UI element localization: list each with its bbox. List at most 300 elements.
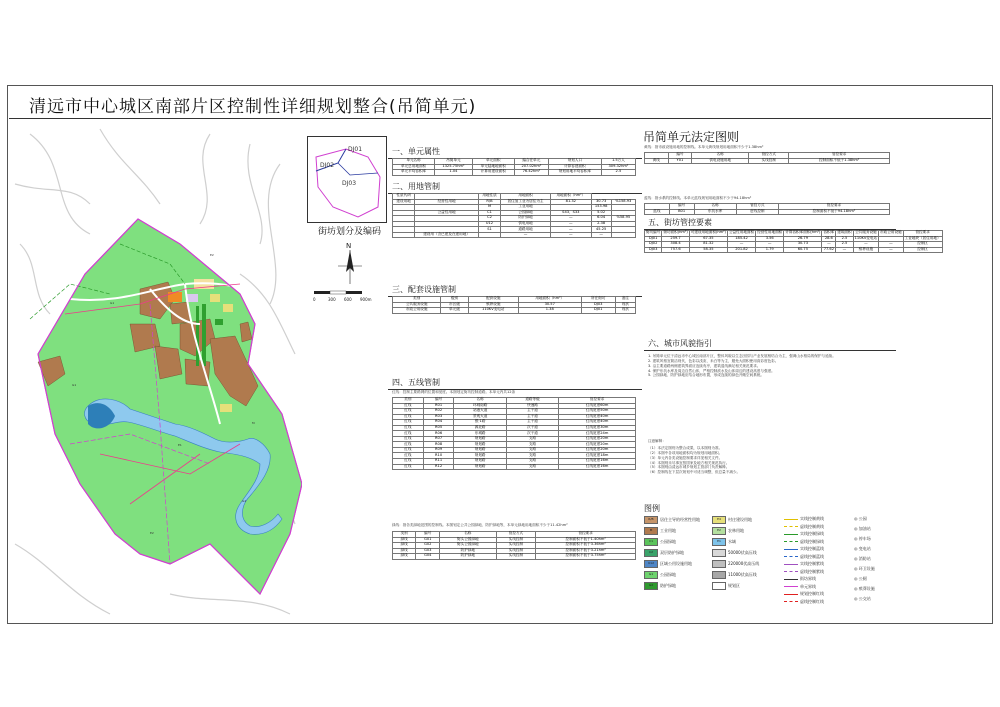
redline-cell: 红线宽度50m: [559, 409, 636, 415]
scale-label-900: 900m: [360, 297, 372, 302]
legend-label: 50000伏高压线: [728, 550, 757, 555]
legend-symbol-item: [854, 536, 871, 542]
block-control-cell: 259.7: [662, 236, 689, 242]
legend-line-swatch: [784, 519, 798, 520]
svg-text:G1: G1: [110, 301, 115, 305]
legend-item: [712, 582, 740, 590]
block-control-cell: 3.56: [756, 236, 784, 242]
legend-label: 公园绿地: [660, 539, 676, 544]
legend-swatch: G1: [644, 571, 658, 579]
unit-attr-cell: 规划人口: [548, 159, 601, 165]
legend-line-item: [784, 516, 824, 522]
land-use-cell: 公益性用地: [415, 210, 479, 216]
greenline-cell: 控制面积不低于3.75hm²: [536, 554, 636, 560]
land-use-cell: —: [550, 216, 591, 222]
greenline-cell: 绿线: [393, 537, 416, 543]
redline-cell: 规划路: [454, 442, 506, 448]
block-control-header-cell: 建筑面积: [837, 230, 852, 235]
legend-symbol-item: [854, 566, 875, 572]
legend-line-swatch: [784, 586, 798, 587]
legend-swatch: E2: [712, 527, 726, 535]
greenline-cell: G03: [416, 548, 440, 554]
unit-attr-cell: 76.42hm²: [514, 170, 548, 176]
land-use-cell: 防护绿地: [501, 216, 551, 222]
yellowline-row: [645, 158, 890, 164]
yellowline-note: 黄线：指市政设施用地的控制线。本单元黄线规划用地面积不少于1.38hm²: [644, 145, 764, 149]
legend-label: 规划区: [728, 583, 740, 588]
land-use-cell: [611, 232, 635, 238]
land-use-cell: %58.95: [611, 216, 635, 222]
legend-line-item: [784, 584, 816, 590]
yellowline-cell: 黄线: [645, 158, 669, 164]
scale-label-0: 0: [313, 297, 316, 302]
legend-line-swatch: [784, 564, 798, 565]
legend-line-swatch: [784, 534, 798, 535]
unit-attr-cell: 单元名称: [393, 159, 435, 165]
land-use-cell: 建设用地: [393, 199, 415, 205]
land-use-cell: 81.32: [550, 199, 591, 205]
facility-header-cell: 所在街坊: [581, 297, 615, 303]
block-control-cell: 殡葬设施: [853, 247, 878, 253]
legend-line-item: [784, 591, 824, 597]
facilities-table: [392, 296, 636, 314]
legend-line-swatch: [784, 549, 798, 550]
section-heading: 三、配套设施管制: [388, 284, 642, 297]
legend-line-item: [784, 546, 824, 552]
legend-symbol-icon: ◎: [854, 596, 859, 601]
greenline-cell: 实线控制: [496, 554, 536, 560]
greenline-cell: 防护绿地: [440, 554, 496, 560]
legend-swatch: R/B: [644, 516, 658, 524]
redline-cell: 红线宽度16m: [559, 459, 636, 465]
land-use-cell: C2: [478, 216, 500, 222]
explanation-heading: 注意解释：: [648, 439, 666, 443]
legend-label: 殡葬设施: [858, 586, 875, 591]
greenline-cell: 绿线: [393, 554, 416, 560]
redline-cell: 红线宽度20m: [559, 436, 636, 442]
greenline-table: [392, 531, 636, 560]
section-heading: 六、城市风貌指引: [644, 338, 896, 351]
redline-cell: R03: [423, 414, 454, 420]
blueline-header-cell: 管控要求: [778, 204, 889, 210]
land-use-cell: 公园绿地: [501, 210, 551, 216]
block-control-cell: —: [853, 242, 878, 248]
land-use-cell: —: [550, 232, 591, 238]
land-use-cell: 6.04: [591, 216, 611, 222]
facility-header-cell: 备注: [615, 297, 635, 303]
legend-label: 变电站: [858, 546, 871, 551]
redline-cell: R04: [423, 420, 454, 426]
legend-label: 虚线控制紫线: [800, 568, 824, 574]
land-use-table: [392, 193, 636, 238]
block-control-cell: 控制区: [903, 242, 942, 248]
legend-symbol-icon: ◎: [854, 526, 859, 531]
greenline-header-cell: 管控要求: [536, 532, 636, 538]
block-control-cell: DJ02: [645, 242, 662, 248]
yellowline-header-cell: 编号: [668, 153, 692, 159]
redline-cell: 站港大道: [454, 409, 506, 415]
redline-cell: R01: [423, 403, 454, 409]
redline-cell: 支路: [506, 464, 558, 470]
legend-label: 消防站: [858, 556, 871, 561]
redline-cell: 规划路: [454, 436, 506, 442]
unit-attr-cell: 207.02hm²: [514, 164, 548, 170]
redline-cell: 支路: [506, 447, 558, 453]
redline-cell: 支路: [506, 436, 558, 442]
legend-swatch: C2: [644, 549, 658, 557]
redline-cell: 主干道: [506, 414, 558, 420]
block-control-header-cell: 街坊面积(hm²): [663, 230, 688, 235]
redline-cell: R08: [423, 442, 454, 448]
unit-attr-cell: 规划用地平均容积率: [548, 170, 601, 176]
greenline-cell: 实线控制: [496, 537, 536, 543]
land-use-cell: [393, 232, 415, 238]
legend-label: 实线控制绿线: [800, 531, 824, 536]
explanation-line: （1）本法定图则为整合成果，以本图则为准。: [648, 446, 723, 450]
unit-attr-cell: 1325.75hm²: [435, 164, 473, 170]
legend-label: 防护绿地: [660, 583, 676, 588]
block-control-header-cell: 经营性用地面积: [757, 230, 783, 235]
facility-header-cell: 配套设施: [468, 297, 518, 303]
redline-cell: 红线: [393, 453, 424, 459]
explanation-line: （2）本图中各项用地面积均为规划用地面积。: [648, 450, 723, 455]
facility-cell: 现状: [615, 302, 635, 308]
facility-cell: 1.38: [518, 308, 581, 314]
redline-cell: 红线宽度40m: [559, 414, 636, 420]
land-use-cell: %158.93: [611, 199, 635, 205]
redline-cell: 支路: [506, 442, 558, 448]
blueline-header-cell: 编号: [669, 204, 694, 210]
blueline-row: [645, 209, 890, 215]
urban-style-line: 4. 保护东坑水库及周边自然山体，严格控制滨水及山体周边的建设高度与强度。: [648, 368, 775, 373]
redline-cell: 规划路: [454, 447, 506, 453]
legend-label: 规划控制红线: [800, 591, 824, 596]
legend-label: 11000伏高压线: [728, 572, 757, 577]
legend-label: 环卫设施: [858, 566, 875, 571]
land-use-cell: 居住加工业为居住为主: [501, 199, 551, 205]
block-control-cell: 185.42: [727, 236, 755, 242]
north-arrow-icon: [332, 240, 368, 288]
facility-cell: DJ01: [581, 308, 615, 314]
legend-line-item: [784, 531, 824, 537]
greenline-cell: 绿线: [393, 548, 416, 554]
blueline-cell: B01: [669, 209, 694, 215]
block-control-cell: —: [879, 247, 904, 253]
redline-cell: 快速路: [506, 403, 558, 409]
land-use-cell: 建设用（含已建及在建用地）: [415, 232, 479, 238]
legend-label: 居住主导的经营性用地: [660, 517, 700, 522]
redline-cell: 红线宽度16m: [559, 464, 636, 470]
block-control-cell: 26.79: [784, 236, 822, 242]
greenline-note: 绿线：指各类绿地范围的控制线。本图划定公共公园绿地、防护绿地等，本单元绿地用地面积不少于11.42hm²: [392, 523, 568, 527]
blueline-note: 蓝线：指水系的控制线。本单元蓝线规划用地面积不少于94.18hm²: [644, 196, 752, 200]
redline-cell: 红线: [393, 459, 424, 465]
svg-text:M: M: [252, 421, 255, 425]
redline-note: 红线：控制主要路网的位置和宽度。本图划定街坊控制道路。本单元内共12条: [392, 390, 516, 394]
redline-cell: 红线宽度40m: [559, 420, 636, 426]
redline-cell: 支路: [506, 453, 558, 459]
redline-cell: 次干道: [506, 431, 558, 437]
facility-row: [393, 308, 636, 314]
redline-cell: 银·1路: [454, 420, 506, 426]
redline-cell: 红线宽度20m: [559, 447, 636, 453]
block-control-header-cell: 管控要求: [903, 231, 942, 237]
greenline-cell: 实线控制: [496, 548, 536, 554]
unit-attr-cell: 计算用建设面积: [472, 170, 514, 176]
redline-cell: 东城路: [454, 431, 506, 437]
unit-attr-cell: 编合在单元: [514, 159, 548, 165]
redline-cell: 红线: [393, 436, 424, 442]
legend-swatch: M: [644, 527, 658, 535]
redline-cell: 红线: [393, 425, 424, 431]
unit-attr-cell: 吊简单元: [435, 159, 473, 165]
greenline-row: [393, 554, 636, 560]
svg-text:E2: E2: [210, 253, 214, 257]
legend-symbol-item: [854, 546, 871, 552]
block-control-cell: 77.62: [823, 246, 834, 251]
legend-label: 村庄建设用地: [728, 517, 752, 522]
block-control-header-cell: 计算容积率面积(hm²): [785, 230, 821, 235]
block-control-cell: 30.73: [784, 242, 822, 248]
urban-style-line: 1. 吊简单元位于清远市中心城区南部片区，整体风貌以生态田园与产业发展相结合为主，强调山水格局的保护与延续。: [648, 354, 836, 358]
yellowline-cell: 供电设施用地: [692, 158, 749, 164]
land-use-cell: 道路用地: [501, 227, 551, 233]
legend-label: 停车场: [858, 536, 871, 541]
land-use-cell: R/B: [478, 199, 500, 205]
block-control-cell: 控制区: [903, 247, 942, 253]
legend-label: 工业用地: [660, 528, 676, 533]
block-control-header-cell: 可建设用地面积(hm²): [690, 230, 726, 235]
redline-cell: R12: [423, 464, 454, 470]
facility-cell: 市区级: [441, 302, 468, 308]
redline-cell: 红线宽度18m: [559, 453, 636, 459]
greenline-cell: 街头公园绿地: [440, 543, 496, 549]
legend-symbol-icon: ◎: [854, 586, 859, 591]
legend-label: 虚线控制黄线: [800, 523, 824, 529]
legend-label: 双层防护绿地: [660, 550, 684, 555]
explanation-line: （4）本图则未尽事宜按国家及地方相关规范执行。: [648, 460, 730, 465]
urban-style-line: 2. 建筑风格宜简洁现代，色彩以浅灰、米白等为主，避免大面积使用高彩度色彩。: [648, 358, 779, 363]
redline-cell: 次干道: [506, 425, 558, 431]
greenline-header-cell: 名称: [440, 532, 496, 538]
legend-label: 加油站: [858, 526, 871, 531]
redline-cell: 红线: [393, 414, 424, 420]
legend-label: 公园绿地: [660, 572, 676, 577]
legend-label: 公厕: [858, 576, 867, 581]
block-control-row: [645, 247, 943, 253]
yellowline-table: [644, 152, 890, 164]
blueline-cell: 虚线控制: [736, 209, 778, 215]
land-use-cell: M: [478, 205, 500, 211]
redline-cell: 红线: [393, 403, 424, 409]
land-use-header-cell: 性质代码: [393, 194, 415, 200]
scale-label-600: 600: [344, 297, 352, 302]
statutory-plan-title: 吊简单元法定图则: [643, 130, 740, 144]
legend-swatch: C1: [644, 538, 658, 546]
explanation-text: [648, 446, 890, 475]
legend-line-item: [784, 524, 824, 530]
block-control-cell: DJ03: [645, 247, 662, 253]
unit-attr-cell: 2.5: [601, 170, 635, 176]
redline-cell: 规划路: [454, 459, 506, 465]
block-division-map: [307, 136, 387, 223]
block-control-cell: —: [836, 247, 853, 253]
greenline-cell: 防护绿地: [440, 548, 496, 554]
urban-style-line: 5. 公园绿地、防护绿地应结合地形布置，形成连续的绿色开敞空间系统。: [648, 373, 764, 378]
land-use-cell: 5.02: [591, 210, 611, 216]
land-use-cell: 工业用地: [501, 205, 551, 211]
unit-attr-cell: 1.04: [435, 170, 473, 176]
greenline-header-cell: 编号: [416, 532, 440, 538]
block-control-cell: 757.6: [662, 247, 689, 253]
section-heading: 二、用地管制: [388, 181, 642, 194]
block-control-cell: —: [879, 242, 904, 248]
legend-item: [644, 516, 700, 524]
greenline-cell: 控制面积不低于1.40hm²: [536, 537, 636, 543]
legend-swatch: G2: [644, 582, 658, 590]
block-control-cell: 67.35: [689, 236, 727, 242]
yellowline-cell: Y01: [668, 158, 692, 164]
section-block-control: [644, 217, 892, 230]
greenline-cell: G04: [416, 554, 440, 560]
legend-heading-wrap: [644, 503, 892, 514]
redline-cell: 红线宽度30m: [559, 425, 636, 431]
legend-line-item: [784, 576, 816, 582]
legend-symbol-icon: ◎: [854, 516, 859, 521]
redline-cell: 红线: [393, 464, 424, 470]
inset-label-dj02: DJ02: [320, 162, 335, 169]
explanation-line: （5）本图则由清远市城乡规划主管部门负责解释。: [648, 465, 730, 470]
legend-swatch: [712, 549, 726, 557]
legend: [644, 516, 892, 610]
blueline-cell: 控制面积不低于94.18hm²: [778, 209, 889, 215]
unit-attr-cell: 计算容建面积: [548, 164, 601, 170]
legend-symbol-icon: ◎: [854, 556, 859, 561]
legend-line-item: [784, 554, 824, 560]
legend-label: 单元界线: [800, 583, 816, 589]
inset-heading: 街坊划分及编码: [318, 227, 382, 237]
section-heading: 四、五线管制: [388, 377, 642, 390]
legend-item: [644, 538, 676, 546]
land-use-cell: 45.25: [591, 227, 611, 233]
legend-line-swatch: [784, 526, 798, 527]
block-control-header-cell: 公共服务设施: [855, 230, 877, 235]
legend-label: 公交站: [858, 596, 871, 601]
blueline-header-cell: 名称: [694, 204, 736, 210]
facility-cell: 公共服务设施: [393, 302, 441, 308]
block-control-cell: 2.5: [836, 242, 853, 248]
facility-cell: 殡葬设施: [468, 302, 518, 308]
blueline-cell: 东坑水库: [694, 209, 736, 215]
land-use-cell: C1: [478, 210, 500, 216]
land-use-cell: 30.73: [591, 199, 611, 205]
svg-text:E1: E1: [178, 443, 182, 447]
explanation-line: （3）单元内各类设施控制要求详见相关文件。: [648, 455, 723, 460]
legend-label: 虚线控制蓝线: [800, 553, 824, 559]
legend-swatch: U12: [644, 560, 658, 568]
redline-table: [392, 397, 636, 470]
block-control-cell: 1.79: [756, 247, 784, 253]
block-control-header-cell: 容积率: [823, 230, 835, 235]
land-use-cell: U12: [478, 221, 500, 227]
greenline-cell: G02: [416, 543, 440, 549]
land-use-cell: 153.98: [591, 205, 611, 211]
land-use-cell: —: [501, 232, 551, 238]
redline-cell: 红线: [393, 409, 424, 415]
land-use-header-cell: 用地面积（hm²）: [550, 194, 591, 200]
blueline-table: [644, 203, 890, 215]
svg-text:N: N: [346, 242, 352, 250]
legend-item: [644, 571, 676, 579]
block-control-cell: 81.32: [689, 242, 727, 248]
redline-cell: 源北路: [454, 425, 506, 431]
greenline-cell: 街头公园绿地: [440, 537, 496, 543]
redline-cell: 红线宽度60m: [559, 403, 636, 409]
redline-cell: 红线: [393, 431, 424, 437]
greenline-cell: G01: [416, 537, 440, 543]
land-use-cell: 2.38: [591, 221, 611, 227]
blueline-header-cell: 管控方式: [736, 204, 778, 210]
block-control-cell: 308.4: [662, 242, 689, 248]
legend-symbol-icon: ◎: [854, 536, 859, 541]
legend-line-item: [784, 539, 824, 545]
legend-heading: 图例: [644, 504, 660, 513]
block-control-cell: 58.35: [689, 247, 727, 253]
unit-attr-cell: 309.32hm²: [601, 164, 635, 170]
redline-header-cell: 名称: [454, 398, 506, 404]
greenline-header-cell: 类别: [393, 532, 416, 538]
yellowline-cell: 控制面积不低于1.38hm²: [789, 158, 890, 164]
facility-cell: 110KV变电站: [468, 308, 518, 314]
unit-attr-cell: 单元陆地地面积: [472, 164, 514, 170]
unit-attr-cell: 单元面积: [472, 159, 514, 165]
facility-cell: 单元级: [441, 308, 468, 314]
unit-attr-cell: 单元平均容积率: [393, 170, 435, 176]
land-use-cell: S1: [478, 227, 500, 233]
section-heading: 一、单元属性: [388, 146, 642, 159]
facility-cell: 30.57: [518, 302, 581, 308]
legend-line-swatch: [784, 541, 798, 542]
legend-item: [712, 516, 752, 524]
redline-cell: 主干道: [506, 420, 558, 426]
legend-label: 农林用地: [728, 528, 744, 533]
section-five-lines: [388, 377, 638, 390]
section-urban-style: [644, 338, 892, 351]
land-use-cell: S43、S33: [550, 210, 591, 216]
yellowline-cell: 实线控制: [749, 158, 789, 164]
legend-label: 街坊界线: [800, 576, 816, 581]
legend-label: 实线控制紫线: [800, 561, 824, 566]
redline-cell: R07: [423, 436, 454, 442]
blueline-cell: 蓝线: [645, 209, 670, 215]
facility-header-cell: 用地面积（hm²）: [518, 297, 581, 303]
svg-text:G1: G1: [72, 383, 77, 387]
facility-header-cell: 类别: [393, 297, 441, 303]
legend-line-swatch: [784, 594, 798, 595]
redline-cell: R06: [423, 431, 454, 437]
legend-item: [644, 582, 676, 590]
land-use-cell: —: [591, 232, 611, 238]
block-control-cell: 工业地块（居住用地）: [904, 235, 941, 240]
facility-cell: 市政公用设施: [393, 308, 441, 314]
legend-label: 实线控制蓝线: [800, 546, 824, 551]
legend-symbol-icon: ◎: [854, 566, 859, 571]
facility-cell: DJ03: [581, 302, 615, 308]
urban-style-text: [648, 354, 890, 378]
redline-cell: R09: [423, 447, 454, 453]
land-use-cell: 经营性用地: [415, 199, 479, 205]
greenline-cell: 控制面积不低于3.21hm²: [536, 548, 636, 554]
